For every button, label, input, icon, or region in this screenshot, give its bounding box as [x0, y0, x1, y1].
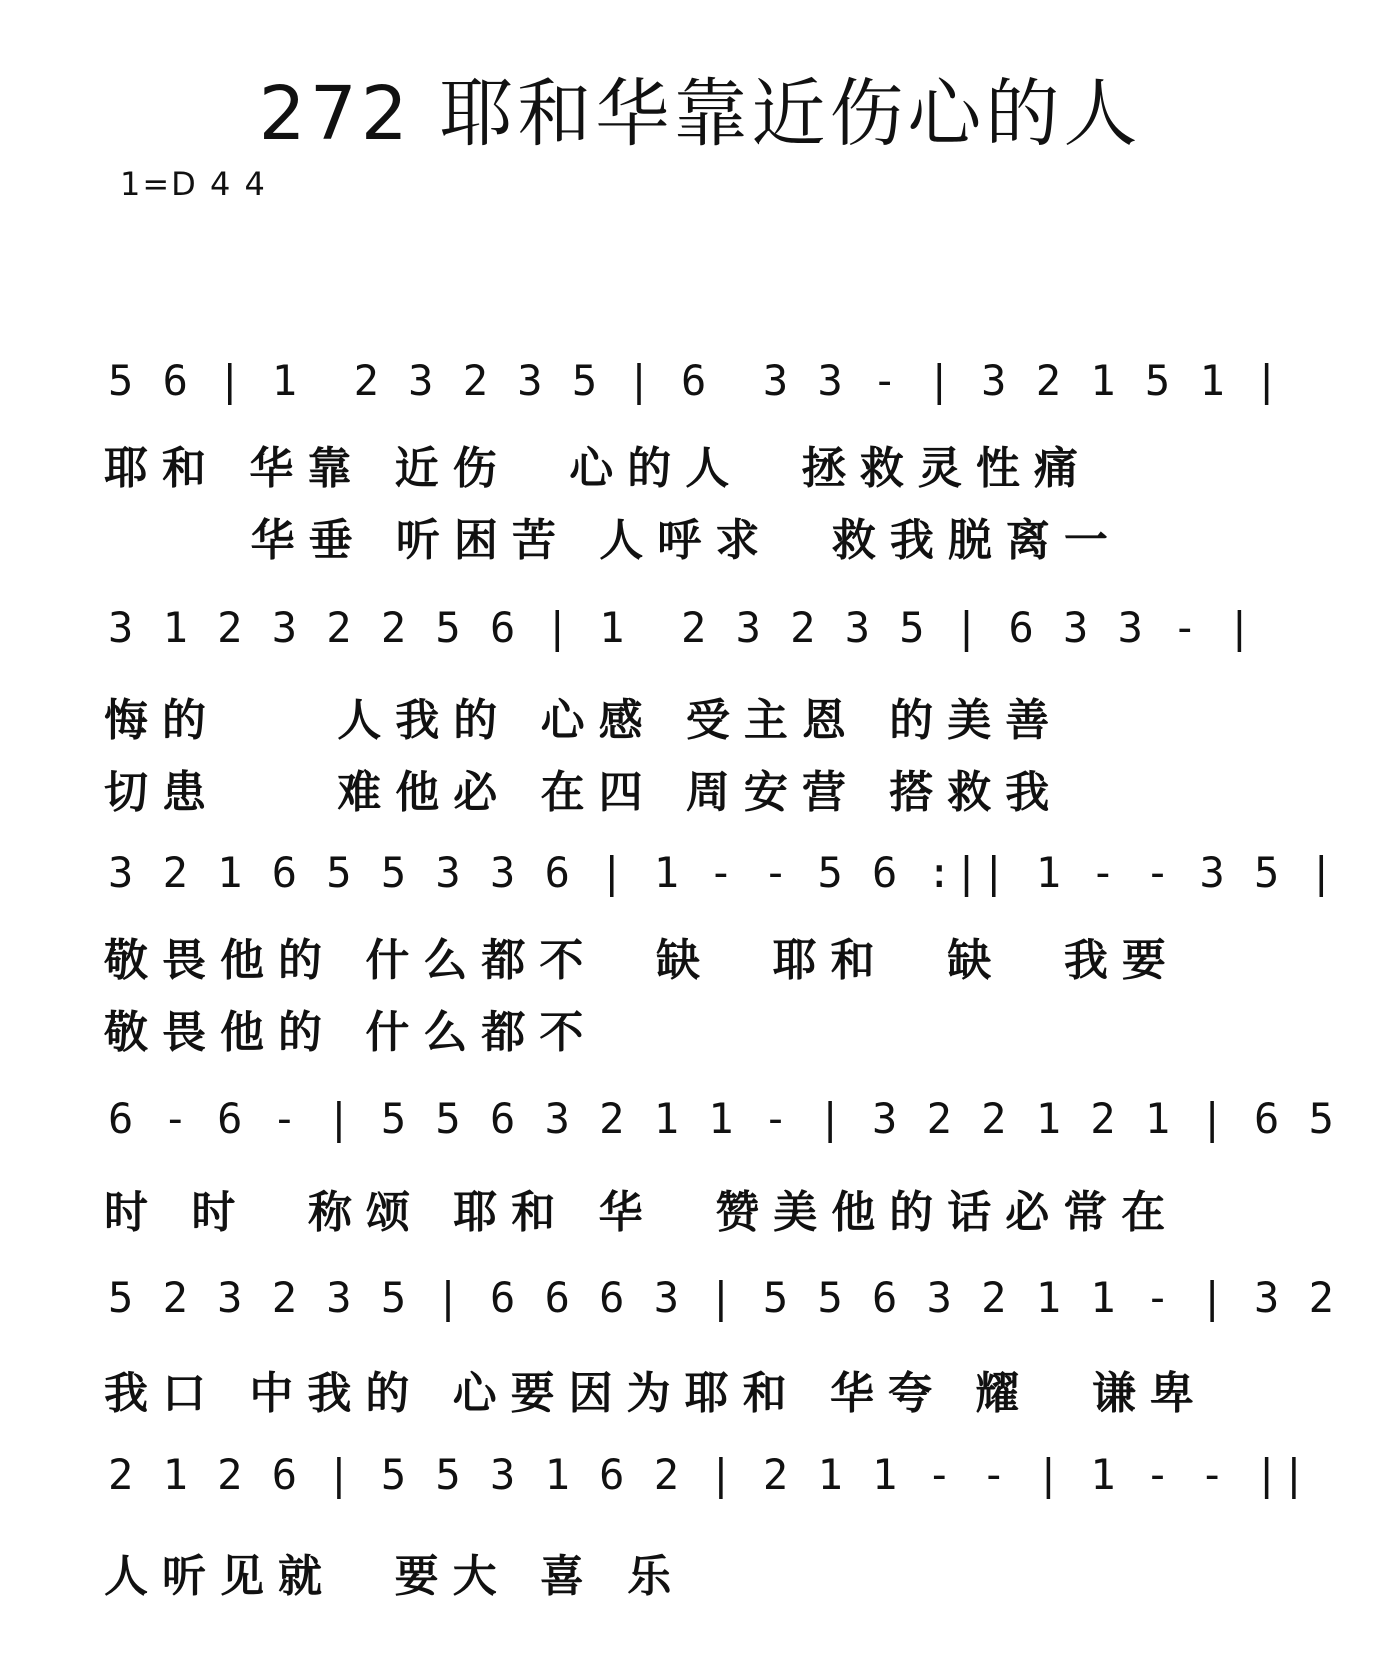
- notes-text: 6 - 6 - | 5 5 6 3 2 1 1 - | 3 2 2 1 2 1 | 6 5: [108, 1094, 1336, 1143]
- notes-text: 2 1 2 6 | 5 5 3 1 6 2 | 2 1 1 - - | 1 - - ||: [108, 1450, 1309, 1499]
- notes-text: 5 2 3 2 3 5 | 6 6 6 3 | 5 5 6 3 2 1 1 - | 3 2: [108, 1273, 1336, 1322]
- lyric-text: 耶和 华靠 近伤 心的人 拯救灵性痛: [104, 443, 1092, 494]
- lyric-text: 时 时 称颂 耶和 华 赞美他的话必常在: [104, 1187, 1180, 1238]
- lyric-text: 人听见就 要大 喜 乐: [104, 1551, 686, 1602]
- song-title: 272 耶和华靠近伤心的人: [258, 71, 1142, 157]
- key-signature: 1=D 4 4: [120, 165, 267, 203]
- notes-text: 3 1 2 3 2 2 5 6 | 1 2 3 2 3 5 | 6 3 3 - |: [108, 603, 1255, 652]
- lyric-text: 华垂 听困苦 人呼求 救我脱离一: [104, 515, 1122, 566]
- lyric-text: 我口 中我的 心要因为耶和 华夸 耀 谦卑: [104, 1368, 1208, 1419]
- lyric-text: 切患 难他必 在四 周安营 搭救我: [104, 767, 1064, 818]
- lyric-line: [104, 1438, 1400, 1655]
- notes-text: 5 6 | 1 2 3 2 3 5 | 6 3 3 - | 3 2 1 5 1 |: [108, 356, 1282, 405]
- lyric-text: 敬畏他的 什么都不: [104, 1007, 598, 1058]
- lyric-text: 悔的 人我的 心感 受主恩 的美善: [104, 695, 1064, 746]
- lyric-text: 敬畏他的 什么都不 缺 耶和 缺 我要: [104, 935, 1180, 986]
- notes-text: 3 2 1 6 5 5 3 3 6 | 1 - - 5 6 :|| 1 - - 3 5 |: [108, 848, 1336, 897]
